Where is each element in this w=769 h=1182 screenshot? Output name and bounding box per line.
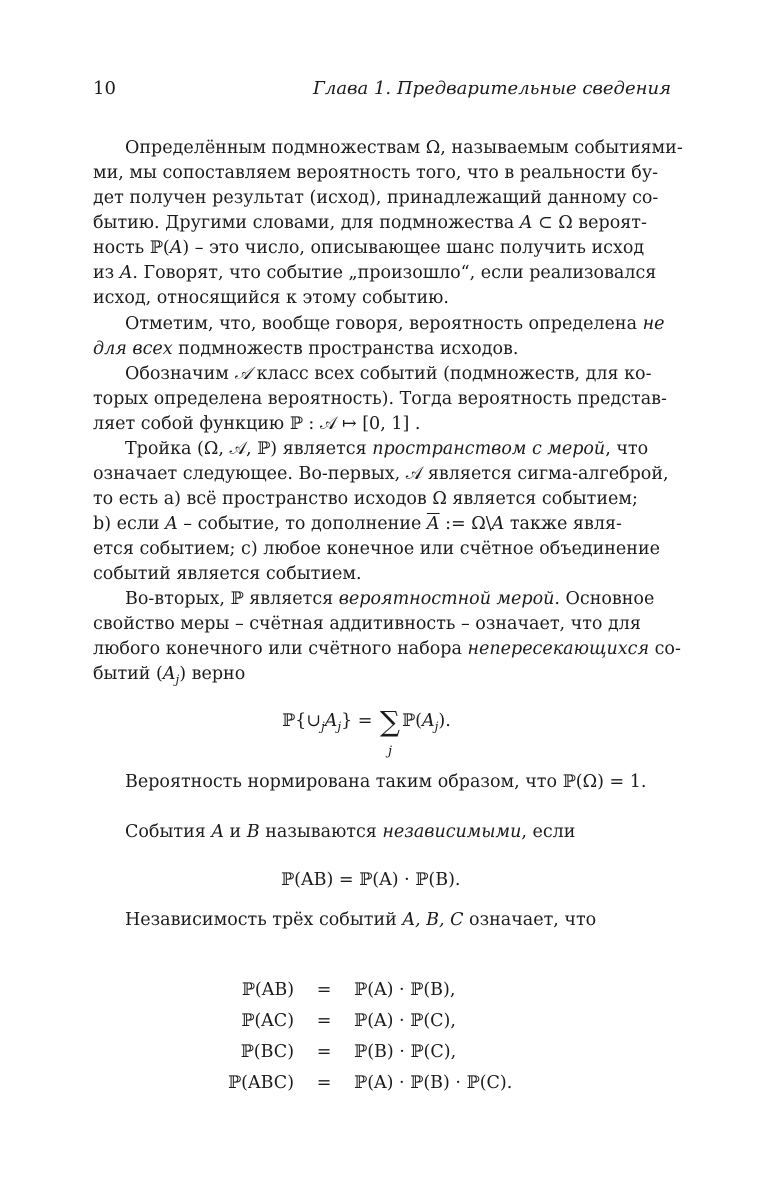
running-header — [93, 78, 671, 102]
p4-line-4: b) если A – событие, то дополнение $\overline{A}$ := Ω\A также явля- — [93, 514, 622, 534]
independence-equations — [228, 974, 512, 1098]
p4-line-1: Тройка (Ω, 𝒜, ℙ) является пространством с мерой, что — [125, 439, 649, 459]
p2-line-2: для всех подмножеств пространства исходов. — [93, 339, 519, 359]
p5-line-3: любого конечного или счётного набора непересекающихся со- — [93, 639, 681, 659]
p1-line-1: Определённым подмножествам Ω, называемым событиями- — [125, 138, 683, 158]
p2-line-1: Отметим, что, вообще говоря, вероятность определена не — [125, 314, 665, 334]
p3-line-3: ляет собой функцию ℙ : 𝒜 ↦ [0, 1] . — [93, 414, 421, 434]
p5-line-2: свойство меры – счётная аддитивность – означает, что для — [93, 614, 641, 634]
p5-line-4: бытий $(A_j)$ верно — [93, 664, 246, 687]
equation-row: ℙ(AC) = ℙ(A) · ℙ(C), — [241, 1010, 456, 1031]
formula-additivity: $ℙ\{\cup_jA_j\}$ = ∑ j $ℙ(A_j)$. — [282, 705, 451, 759]
p3-line-2: торых определена вероятность). Тогда вероятность представ- — [93, 389, 667, 409]
equation-row: ℙ(AB) = ℙ(A) · ℙ(B), — [241, 979, 456, 1000]
p4-line-3: то есть a) всё пространство исходов Ω является событием; — [93, 489, 638, 509]
p1-line-6: из A. Говорят, что событие „произошло“, если реализовался — [93, 263, 657, 283]
p1-line-5: ность ℙ(A) – это число, описывающее шанс получить исход — [93, 238, 645, 258]
p1-line-7: исход, относящийся к этому событию. — [93, 288, 449, 308]
p4-line-2: означает следующее. Во-первых, 𝒜 является сигма-алгеброй, — [93, 464, 669, 484]
p3-line-1: Обозначим 𝒜 класс всех событий (подмножеств, для ко- — [125, 364, 652, 384]
running-title: Глава 1. Предварительные сведения — [312, 78, 671, 99]
p1-line-2: ми, мы сопоставляем вероятность того, что в реальности бу- — [93, 163, 659, 183]
p8-line-1: Независимость трёх событий A, B, C означает, что — [125, 910, 597, 930]
p4-line-6: событий является событием. — [93, 564, 362, 584]
p5-line-1: Во-вторых, ℙ является вероятностной мерой. Основное — [125, 589, 655, 609]
equation-row: ℙ(ABC) = ℙ(A) · ℙ(B) · ℙ(C). — [228, 1072, 513, 1093]
p1-line-4: бытию. Другими словами, для подмножества A ⊂ Ω вероят- — [93, 213, 647, 233]
p7-line-1: События A и B называются независимыми, если — [125, 822, 576, 842]
sum-symbol: ∑ j — [380, 705, 401, 759]
equation-row: ℙ(BC) = ℙ(B) · ℙ(C), — [240, 1041, 457, 1062]
p6-line-1: Вероятность нормирована таким образом, что ℙ(Ω) = 1. — [125, 772, 647, 792]
formula-independence: ℙ(AB) = ℙ(A) · ℙ(B). — [281, 870, 461, 890]
p1-line-3: дет получен результат (исход), принадлежащий данному со- — [93, 188, 659, 208]
page-number: 10 — [93, 78, 116, 99]
p4-line-5: ется событием; c) любое конечное или счётное объединение — [93, 539, 660, 559]
